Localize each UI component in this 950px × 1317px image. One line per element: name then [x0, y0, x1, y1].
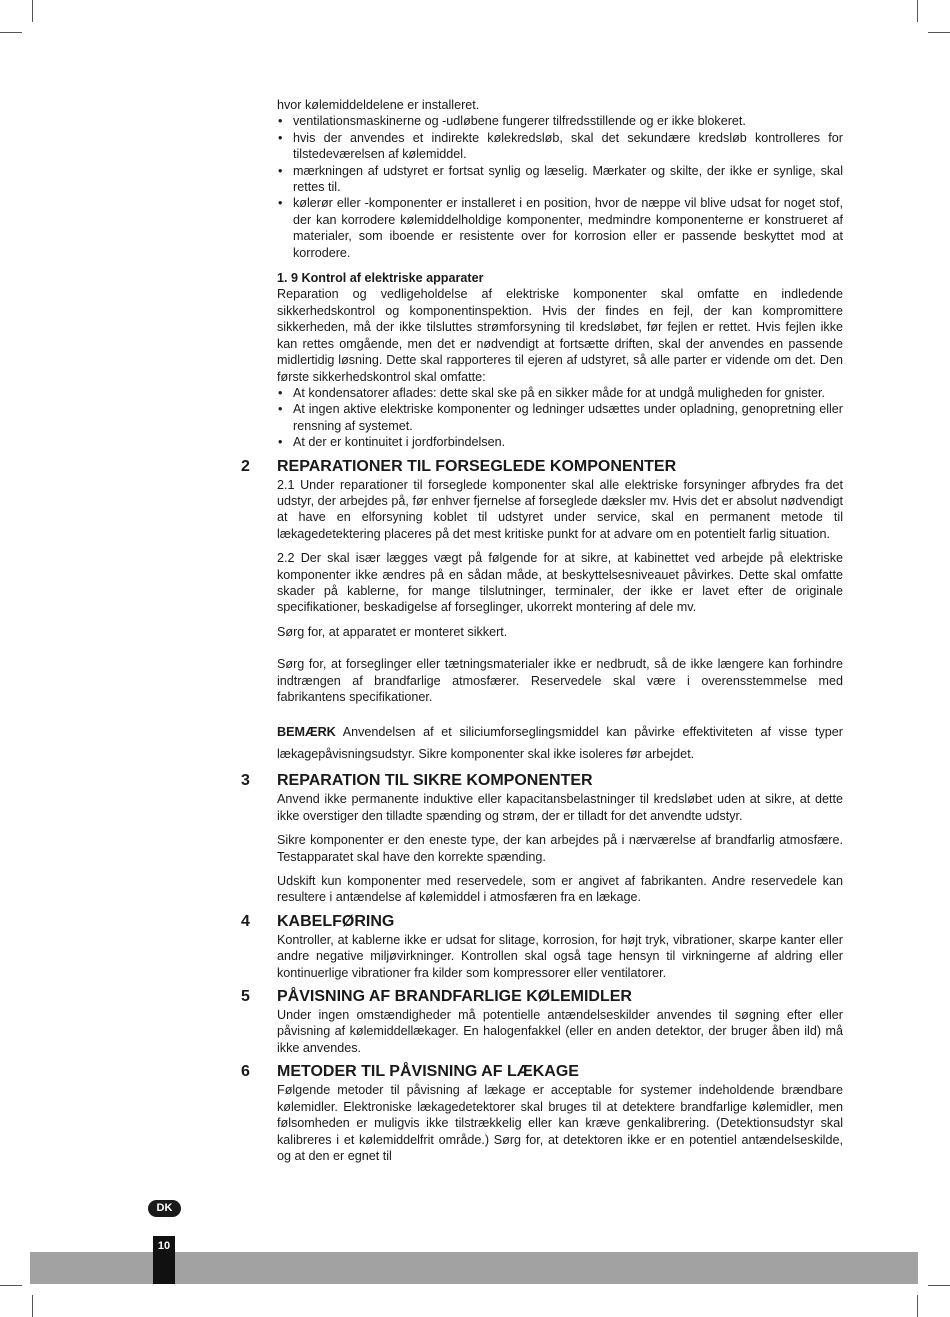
note-label: BEMÆRK — [277, 725, 336, 740]
section-title: KABELFØRING — [277, 912, 395, 930]
section-title: METODER TIL PÅVISNING AF LÆKAGE — [277, 1063, 579, 1081]
safety-check-list — [277, 385, 843, 451]
paragraph: Sikre komponenter er den eneste type, der kan arbejdes på i nærværelse af brandfarlig atmosfære. Testapparatet skal have den korrekte spænding. — [277, 833, 843, 864]
list-item: • mærkningen af udstyret er fortsat synlig og læselig. Mærkater og skilte, der ikke er synlige, skal rettes til. — [277, 163, 843, 196]
paragraph: Anvend ikke permanente induktive eller kapacitansbelastninger til kredsløbet uden at sikre, at dette ikke overstiger den tilladte spænding og strøm, der er tilladt for det anvendte udstyr. — [277, 792, 843, 823]
section-title: REPARATION TIL SIKRE KOMPONENTER — [277, 772, 593, 790]
paragraph: Følgende metoder til påvisning af lækage er acceptable for systemer indeholdende brændbare kølemidler. Elektroniske lækagedetektorer skal bruges til at detektere brandfarlige kølemidler, men følsomheden er muligvis ikke tilstrækkelig eller kan kræve genkalibrering. (Detektionsudstyr skal kalibreres i et kølemiddelfrit område.) Sørg for, at detektoren ikke er en potentiel antændelseskilde, og at den er egnet til — [277, 1083, 843, 1163]
section-4 — [241, 912, 843, 981]
section-2 — [241, 457, 844, 766]
section-number: 2 — [241, 457, 250, 475]
intro-line: hvor kølemiddeldelene er installeret. — [277, 98, 480, 112]
section-number: 6 — [241, 1063, 250, 1081]
section-3 — [241, 771, 843, 905]
crop-mark — [917, 0, 918, 22]
section-title: REPARATIONER TIL FORSEGLEDE KOMPONENTER — [277, 457, 677, 475]
section-number: 4 — [241, 912, 250, 930]
section-5 — [241, 987, 843, 1056]
list-item: • hvis der anvendes et indirekte kølekredsløb, skal det sekundære kredsløb kontrolleres for tilstedeværelsen af kølemiddel. — [277, 130, 843, 163]
language-badge: DK — [148, 1200, 181, 1217]
paragraph: 2.1 Under reparationer til forseglede komponenter skal alle elektriske forsyninger afbrydes fra det udstyr, der arbejdes på, før enhver fjernelse af forseglede dæksler mv. Hvis det er absolut nødvendigt at have en elforsyning koblet til udstyret under service, skal en permanent metode til lækagedetektering placeres på det mest kritiske punkt for at advare om en potentielt farlig situation. — [277, 477, 843, 541]
crop-mark — [928, 32, 950, 33]
page-number: 10 — [153, 1236, 175, 1284]
document-body — [241, 97, 844, 1164]
crop-mark — [0, 1285, 22, 1286]
note-text: Anvendelsen af et siliciumforseglingsmiddel kan påvirke effektiviteten af visse typer lækagepåvisningsudstyr. Sikre komponenter skal ikke isoleres før arbejdet. — [277, 725, 844, 762]
paragraph: Reparation og vedligeholdelse af elektriske komponenter skal omfatte en indledende sikkerhedskontrol og komponentinspektion. Hvis der findes en fejl, der kan kompromittere sikkerheden, må der ikke tilsluttes strømforsyning til kredsløbet, før fejlen er rettet. Hvis fejlen ikke kan rettes omgående, men det er nødvendigt at fortsætte driften, skal der anvendes en passende midlertidig løsning. Dette skal rapporteres til ejeren af udstyret, så alle parter er vidende om det. Den første sikkerhedskontrol skal omfatte: — [277, 287, 843, 384]
crop-mark — [917, 1295, 918, 1317]
section-number: 3 — [241, 772, 250, 790]
paragraph: Kontroller, at kablerne ikke er udsat for slitage, korrosion, for højt tryk, vibrationer, skarpe kanter eller andre negative miljøvirkninger. Kontrollen skal også tage hensyn til virkningerne af aldring eller kontinuerlige vibrationer fra kilder som kompressorer eller ventilatorer. — [277, 932, 843, 980]
paragraph: Udskift kun komponenter med reservedele, som er angivet af fabrikanten. Andre reservedele kan resultere i antændelse af kølemiddel i atmosfæren fra en lækage. — [277, 874, 843, 905]
section-6 — [241, 1062, 843, 1164]
note — [277, 721, 843, 765]
list-item: • ventilationsmaskinerne og -udløbene fungerer tilfredsstillende og er ikke blokeret. — [277, 113, 843, 129]
section-title: PÅVISNING AF BRANDFARLIGE KØLEMIDLER — [277, 988, 632, 1006]
crop-mark — [928, 1285, 950, 1286]
section-number: 5 — [241, 988, 250, 1006]
list-item: • At der er kontinuitet i jordforbindelsen. — [277, 434, 843, 450]
paragraph: 2.2 Der skal især lægges vægt på følgende for at sikre, at kabinettet ved arbejde på elektriske komponenter ikke ændres på en sådan måde, at beskyttelsesniveauet påvirkes. Dette skal omfatte skader på kablerne, for mange tilslutninger, terminaler, der ikke er lavet efter de originale specifikationer, beskadigelse af forseglinger, ukorrekt montering af dele mv. — [277, 551, 843, 615]
list-item: • kølerør eller -komponenter er installeret i en position, hvor de næppe vil blive udsat for noget stof, der kan korrodere kølemiddelholdige komponenter, medmindre komponenterne er konstrueret af materialer, som iboende er resistente over for korrosion eller er passende beskyttet mod at korrodere. — [277, 195, 843, 261]
paragraph: Sørg for, at forseglinger eller tætningsmaterialer ikke er nedbrudt, så de ikke længere kan forhindre indtrængen af brandfarlige atmosfærer. Reservedele skal være i overensstemmelse med fabrikantens specifikationer. — [277, 657, 843, 704]
crop-mark — [0, 32, 22, 33]
crop-mark — [32, 1295, 33, 1317]
list-item: • At kondensatorer aflades: dette skal ske på en sikker måde for at undgå muligheden for gnister. — [277, 385, 843, 401]
paragraph: Sørg for, at apparatet er monteret sikkert. — [277, 624, 508, 639]
paragraph: Under ingen omstændigheder må potentielle antændelseskilder anvendes til søgning efter eller påvisning af kølemiddellækager. En halogenfakkel (eller en anden detektor, der bruger åben ild) må ikke anvendes. — [277, 1008, 843, 1055]
subsection-title: 1. 9 Kontrol af elektriske apparater — [277, 271, 484, 286]
list-item: • At ingen aktive elektriske komponenter og ledninger udsættes under opladning, genopretning eller rensning af systemet. — [277, 401, 843, 434]
check-list — [277, 113, 843, 261]
crop-mark — [32, 0, 33, 22]
